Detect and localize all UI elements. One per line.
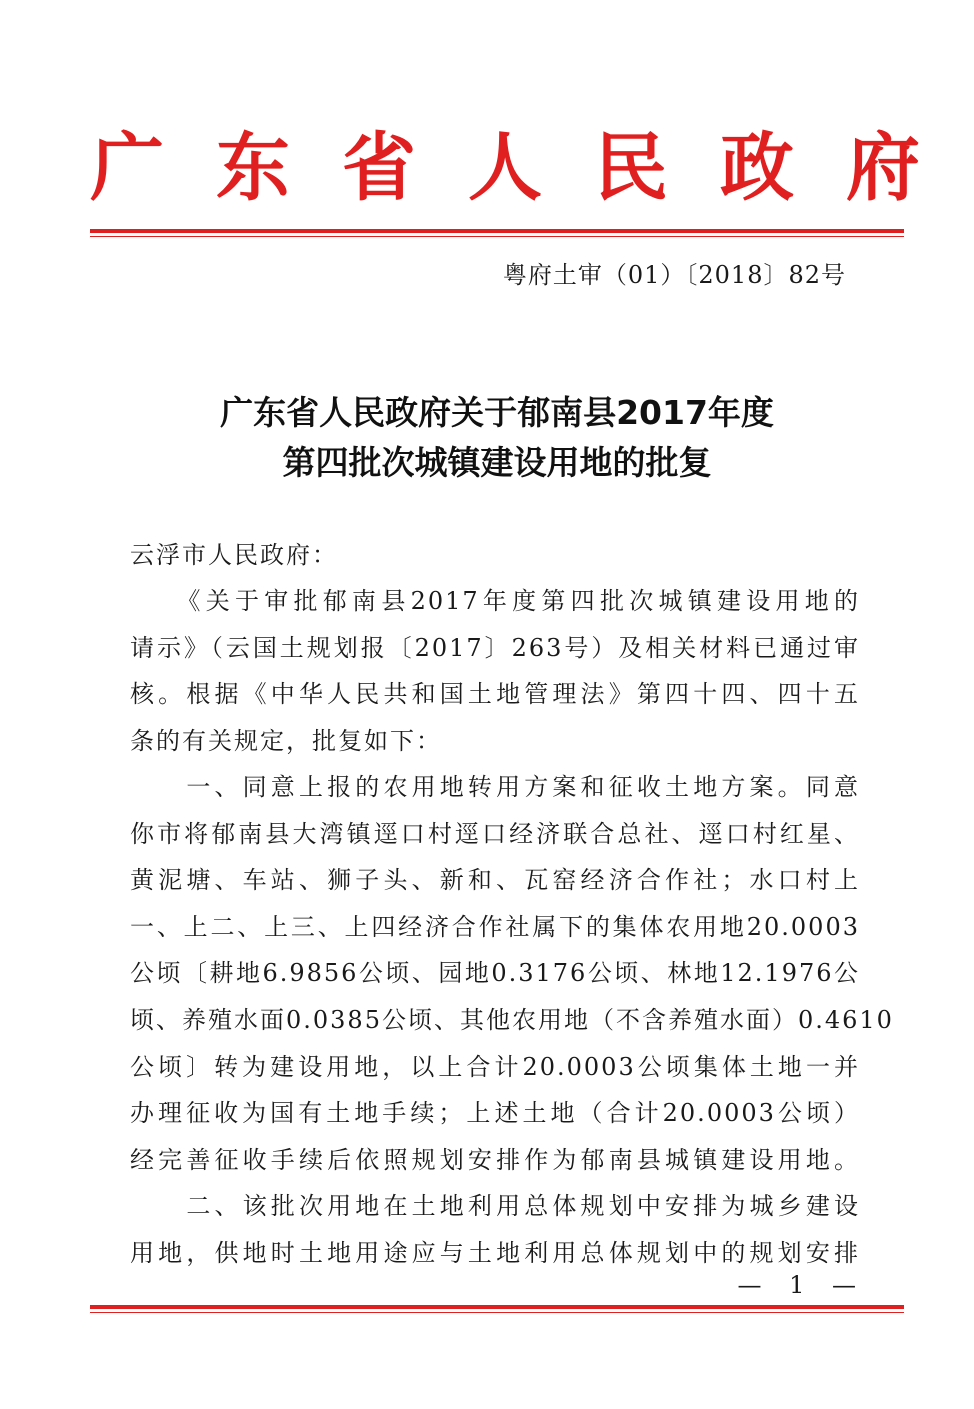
text-line: 一、上二、上三、上四经济合作社属下的集体农用地20.0003 <box>130 912 860 941</box>
document-title-line-1: 广东省人民政府关于郁南县2017年度 <box>220 393 774 432</box>
text-line: 用地，供地时土地用途应与土地利用总体规划中的规划安排 <box>130 1238 860 1267</box>
header-rule-thin <box>90 236 904 237</box>
text-line: 核。根据《中华人民共和国土地管理法》第四十四、四十五 <box>130 680 860 709</box>
issuer-masthead: 广东省人民政府 <box>90 125 972 211</box>
paragraph-item-1 <box>130 764 894 1183</box>
text-line: 条的有关规定，批复如下： <box>130 726 442 755</box>
text-line: 你市将郁南县大湾镇逕口村逕口经济联合总社、逕口村红星、 <box>130 819 860 848</box>
text-line: 请示》（云国土规划报〔2017〕263号）及相关材料已通过审 <box>130 633 860 662</box>
addressee: 云浮市人民政府： <box>130 541 338 569</box>
header-rule-thick <box>90 229 904 233</box>
text-line: 一、同意上报的农用地转用方案和征收土地方案。同意 <box>130 773 860 801</box>
footer-rule-thin <box>90 1312 904 1313</box>
text-line: 办理征收为国有土地手续；上述土地（合计20.0003公顷） <box>130 1099 860 1128</box>
text-line: 顷、养殖水面0.0385公顷、其他农用地（不含养殖水面）0.4610 <box>130 1005 894 1034</box>
text-line: 黄泥塘、车站、狮子头、新和、瓦窑经济合作社；水口村上 <box>130 866 860 895</box>
text-line: 二、该批次用地在土地利用总体规划中安排为城乡建设 <box>130 1192 860 1220</box>
text-line: 公顷〔耕地6.9856公顷、园地0.3176公顷、林地12.1976公 <box>130 959 860 988</box>
paragraph-item-2 <box>130 1183 860 1276</box>
footer-rule-thick <box>90 1305 904 1309</box>
text-line: 经完善征收手续后依照规划安排作为郁南县城镇建设用地。 <box>130 1145 860 1174</box>
text-line: 公顷〕转为建设用地，以上合计20.0003公顷集体土地一并 <box>130 1052 860 1081</box>
document-number: 粤府土审（01）〔2018〕82号 <box>502 261 846 289</box>
page-number: — 1 — <box>737 1271 866 1299</box>
paragraph-intro <box>130 578 860 764</box>
document-title-line-2: 第四批次城镇建设用地的批复 <box>282 443 712 482</box>
text-line: 《关于审批郁南县2017年度第四批次城镇建设用地的 <box>130 587 860 615</box>
